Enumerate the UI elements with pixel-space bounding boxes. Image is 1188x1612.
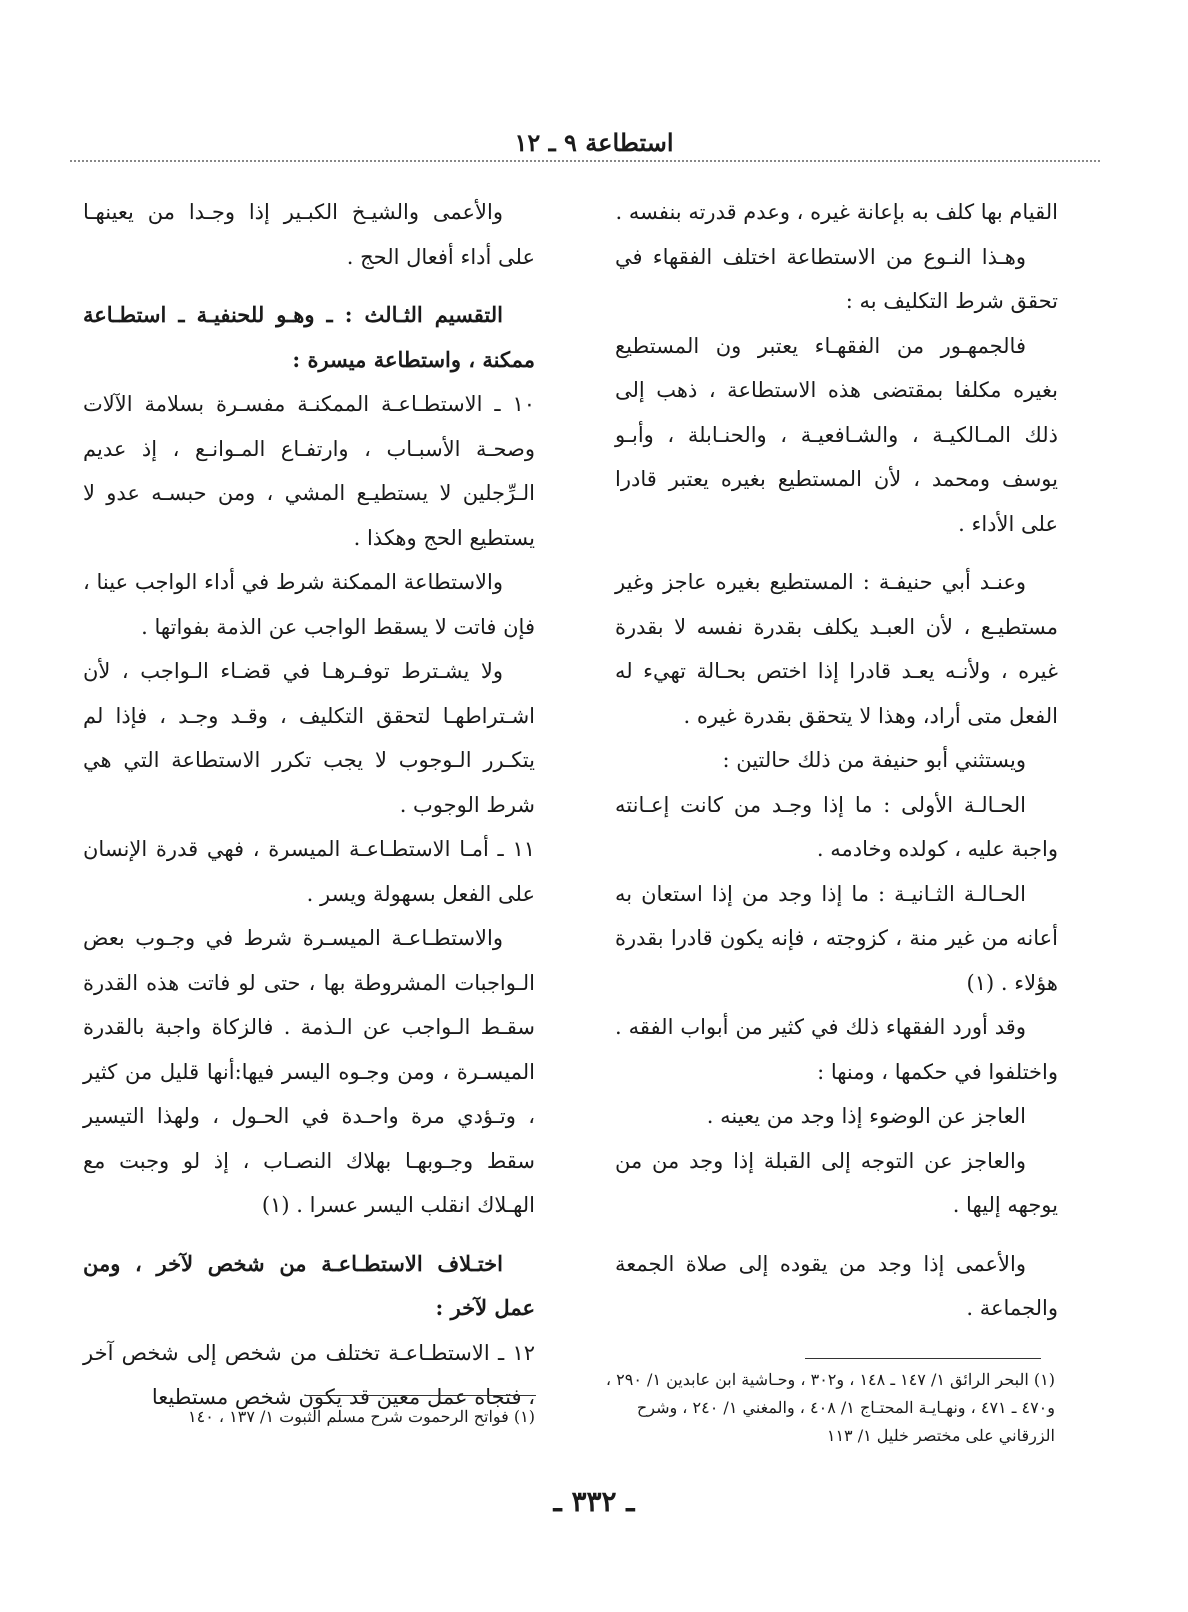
footnote-right: (١) البحر الرائق ١/ ١٤٧ ـ ١٤٨ ، و٣٠٢ ، وحـاشية ابن عابدين ١/ ٢٩٠ ، و٤٧٠ ـ ٤٧١ ، ونهـايـة المحتـاج ١/ ٤٠٨ ، والمغني ١/ ٢٤٠ ، وشرح الزرقاني على مختصر خليل ١/ ١١٣	[605, 1370, 1055, 1445]
paragraph: وقد أورد الفقهاء ذلك في كثير من أبواب الفقه . واختلفوا في حكمها ، ومنها :	[615, 1015, 1058, 1084]
footnote-divider	[305, 1395, 536, 1396]
numbered-paragraph: ١٠ ـ الاستطـاعـة الممكنـة مفسـرة بسلامة الآلات وصحـة الأسبـاب ، وارتفـاع المـوانـع ، إذ عديم الـرِّجلين لا يستطيـع المشي ، ومن حبسـه عدو لا يستطيع الحج وهكذا .	[83, 392, 535, 550]
paragraph: والأعمى إذا وجد من يقوده إلى صلاة الجمعة والجماعة .	[615, 1251, 1058, 1320]
paragraph: والاستطـاعـة الميسـرة شرط في وجـوب بعض الـواجبات المشروطة بها ، حتى لو فاتت هذه القدرة سقـط الـواجب عن الـذمة . فالزكاة واجبة بالقدرة الميسـرة ، ومن وجـوه اليسر فيها:أنها قليل من كثير ، وتـؤدي مرة واحـدة في الحـول ، ولهذا التيسير سقط وجـوبهـا بهلاك النصـاب ، إذ لو وجبت مع الهـلاك انقلب اليسر عسرا . (١)	[83, 926, 535, 1217]
paragraph: ويستثني أبو حنيفة من ذلك حالتين :	[722, 748, 1026, 772]
paragraph: العاجز عن الوضوء إذا وجد من يعينه .	[706, 1104, 1026, 1128]
paragraph: القيام بها كلف به بإعانة غيره ، وعدم قدرته بنفسه .	[615, 200, 1058, 224]
footnote-left: (١) فواتح الرحموت شرح مسلم الثبوت ١/ ١٣٧ ، ١٤٠	[188, 1407, 535, 1426]
section-heading: التقسيم الثـالث : ـ وهـو للحنفيـة ـ استطـاعة ممكنة ، واستطاعة ميسرة :	[83, 302, 535, 372]
paragraph: وعنـد أبي حنيفـة : المستطيع بغيره عاجز وغير مستطيـع ، لأن العبـد يكلف بقدرة نفسه لا بقدرة غيره ، ولأنـه يعـد قادرا إذا اختص بحـالة تهيء له الفعل متى أراد، وهذا لا يتحقق بقدرة غيره .	[615, 570, 1058, 728]
paragraph: الحـالـة الأولى : ما إذا وجـد من كانت إعـانته واجبة عليه ، كولده وخادمه .	[615, 792, 1058, 861]
section-heading: اختـلاف الاستطـاعـة من شخص لآخر ، ومن عمل لآخر :	[83, 1250, 535, 1320]
paragraph: وهـذا النـوع من الاستطاعة اختلف الفقهاء في تحقق شرط التكليف به :	[615, 244, 1058, 313]
paragraph: والعاجز عن التوجه إلى القبلة إذا وجد من من يوجهه إليها .	[615, 1148, 1058, 1217]
header-divider	[70, 160, 1100, 162]
paragraph: والاستطاعة الممكنة شرط في أداء الواجب عينا ، فإن فاتت لا يسقط الواجب عن الذمة بفواتها .	[83, 570, 535, 639]
numbered-paragraph: ١٢ ـ الاستطـاعـة تختلف من شخص إلى شخص آخر ، فتجاه عمل معين قد يكون شخص مستطيعا	[83, 1340, 535, 1409]
page-header: استطاعة ٩ ـ ١٢	[514, 128, 674, 157]
footnote-divider	[805, 1358, 1041, 1359]
left-column	[83, 190, 535, 1420]
paragraph: الحـالـة الثـانيـة : ما إذا وجد من إذا استعان به أعانه من غير منة ، كزوجته ، فإنه يكون قادرا بقدرة هؤلاء . (١)	[615, 881, 1058, 995]
paragraph: ولا يشـترط توفـرهـا في قضـاء الـواجب ، لأن اشـتراطهـا لتحقق التكليف ، وقـد وجـد ، فإذا لم يتكـرر الـوجوب لا يجب تكرر الاستطاعة التي هي شرط الوجوب .	[83, 659, 535, 817]
paragraph: فالجمهـور من الفقهـاء يعتبر ون المستطيع بغيره مكلفا بمقتضى هذه الاستطاعة ، ذهب إلى ذلك المـالكيـة ، والشـافعيـة ، والحنـابلة ، وأبـو يوسف ومحمد ، لأن المستطيع بغيره يعتبر قادرا على الأداء .	[615, 333, 1058, 536]
numbered-paragraph: ١١ ـ أمـا الاستطـاعـة الميسرة ، فهي قدرة الإنسان على الفعل بسهولة ويسر .	[83, 837, 535, 906]
right-column	[615, 190, 1058, 1331]
paragraph: والأعمى والشيـخ الكبـير إذا وجـدا من يعينهـا على أداء أفعال الحج .	[83, 200, 535, 269]
page-number: ـ ٣٣٢ ـ	[553, 1485, 635, 1518]
